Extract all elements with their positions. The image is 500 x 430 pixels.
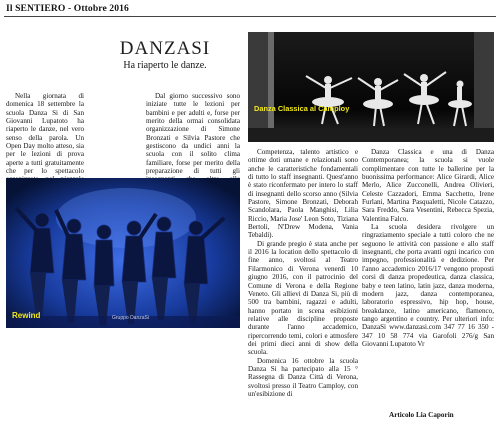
article-credit: Articolo Lia Caporin (389, 411, 454, 419)
header-rule (4, 16, 496, 17)
page-header (0, 0, 500, 18)
article-paragraph: Dal giorno successivo sono iniziate tutte le lezioni per bambini e per adulti e, forse per merito della ormai consolidata organizzazione di Simone Bronzati e Silvia Pastore che gestiscono da undici anni la scuola con il solito clima familiare, forse per merito della preparazione di tutti gli (146, 92, 240, 176)
article-column-3 (248, 148, 358, 398)
masthead: Il SENTIERO - Ottobre 2016 (6, 3, 129, 14)
article-subtitle: Ha riaperto le danze. (123, 60, 207, 71)
article-paragraph: Competenza, talento artistico e ottime doti umane e relazionali sono anche le caratteristiche fondamentali di tutto lo staff insegnanti. Quest'anno è stato riconfermato per intero lo staff di insegnanti dello scorso anno (Silvia Pastore, Simone Bronzati, Deborah Scandolara, Paola Manghisi, Lilia Riccio, Maria Jose' Leon Soto, Tiziana Bertoli, N'Drew Modena, Vania Tebaldi). (248, 148, 358, 240)
photo-caption-rewind: Rewind (12, 311, 41, 320)
photo-caption-classica: Danza Classica al Camploy (254, 104, 350, 113)
article-paragraph: La scuola desidera rivolgere un ringraziamento speciale a tutti coloro che ne seguono le attività con passione e allo staff insegnanti, che porta avanti ogni incarico con impegno, professionalità e dedizione. Per l'anno accademico 2016/17 vengono proposti corsi di danza propedeutica, danza classica, baby e teen latino, latin jazz, danza moderna, modern jazz, danza contemporanea, laboratorio espressivo, hip hop, house, breakdance, latino americano, flamenco, tango argentino e country. Per ulteriori info: DanzaSi www.danzasi.com 347 77 16 350 - 347 10 58 774 via Garofoli 276/g San Giovanni Lupatoto Vr (362, 223, 494, 348)
photo-danza-classica (248, 32, 494, 142)
dancers-image (6, 178, 240, 328)
article-paragraph: Domenica 16 ottobre la scuola Danza Si ha partecipato alla 15 ° Rassegna di Danza Città di Verona, svoltosi presso il Teatro Camploy, con un'esibizione di (248, 356, 358, 398)
article-paragraph: Di grande pregio è stata anche per il 2016 la location dello spettacolo di fine anno, svoltosi al Teatro Filarmonico di Verona venerdì 10 giugno 2016, con il patrocinio del Comune di Verona e della Regione Veneto. Gli allievi di Danza Si, più di 500 tra bambini, ragazzi e adulti, hanno portato in scena esibizioni relative alle discipline proposte durante l'anno accademico, ripercorrendo temi, colori e atmosfere dei primi dieci anni di show della scuola. (248, 239, 358, 357)
ballet-image (248, 32, 494, 142)
photo-rewind (6, 178, 240, 328)
article-paragraph: Danza Classica e una di Danza Contemporanea; la scuola si vuole complimentare con tutte le ballerine per la buonissima performance: Alice Girardi, Alice Merlo, Alice Zucconelli, Andrea Olivieri, Celeste Cazzadori, Emma Sacchetto, Irene Furlani, Martina Pasqualetti, Nicole Catazzo, Sara Freddo, Sara Vesentini, Rebecca Spezia, Valentina Falco. (362, 148, 494, 223)
article-column-4 (362, 148, 494, 348)
photo-caption-small: Gruppo DanzaSi (112, 315, 149, 321)
article-paragraph: Nella giornata di domenica 18 settembre la scuola Danza Si di San Giovanni Lupatoto ha riaperto le danze, nel vero senso della parola. Un Open Day molto atteso, sia per le lezioni di prova aperte a tutti gratuitamente che per lo spettacolo (6, 92, 84, 176)
article-title: DANZASI (119, 38, 211, 59)
